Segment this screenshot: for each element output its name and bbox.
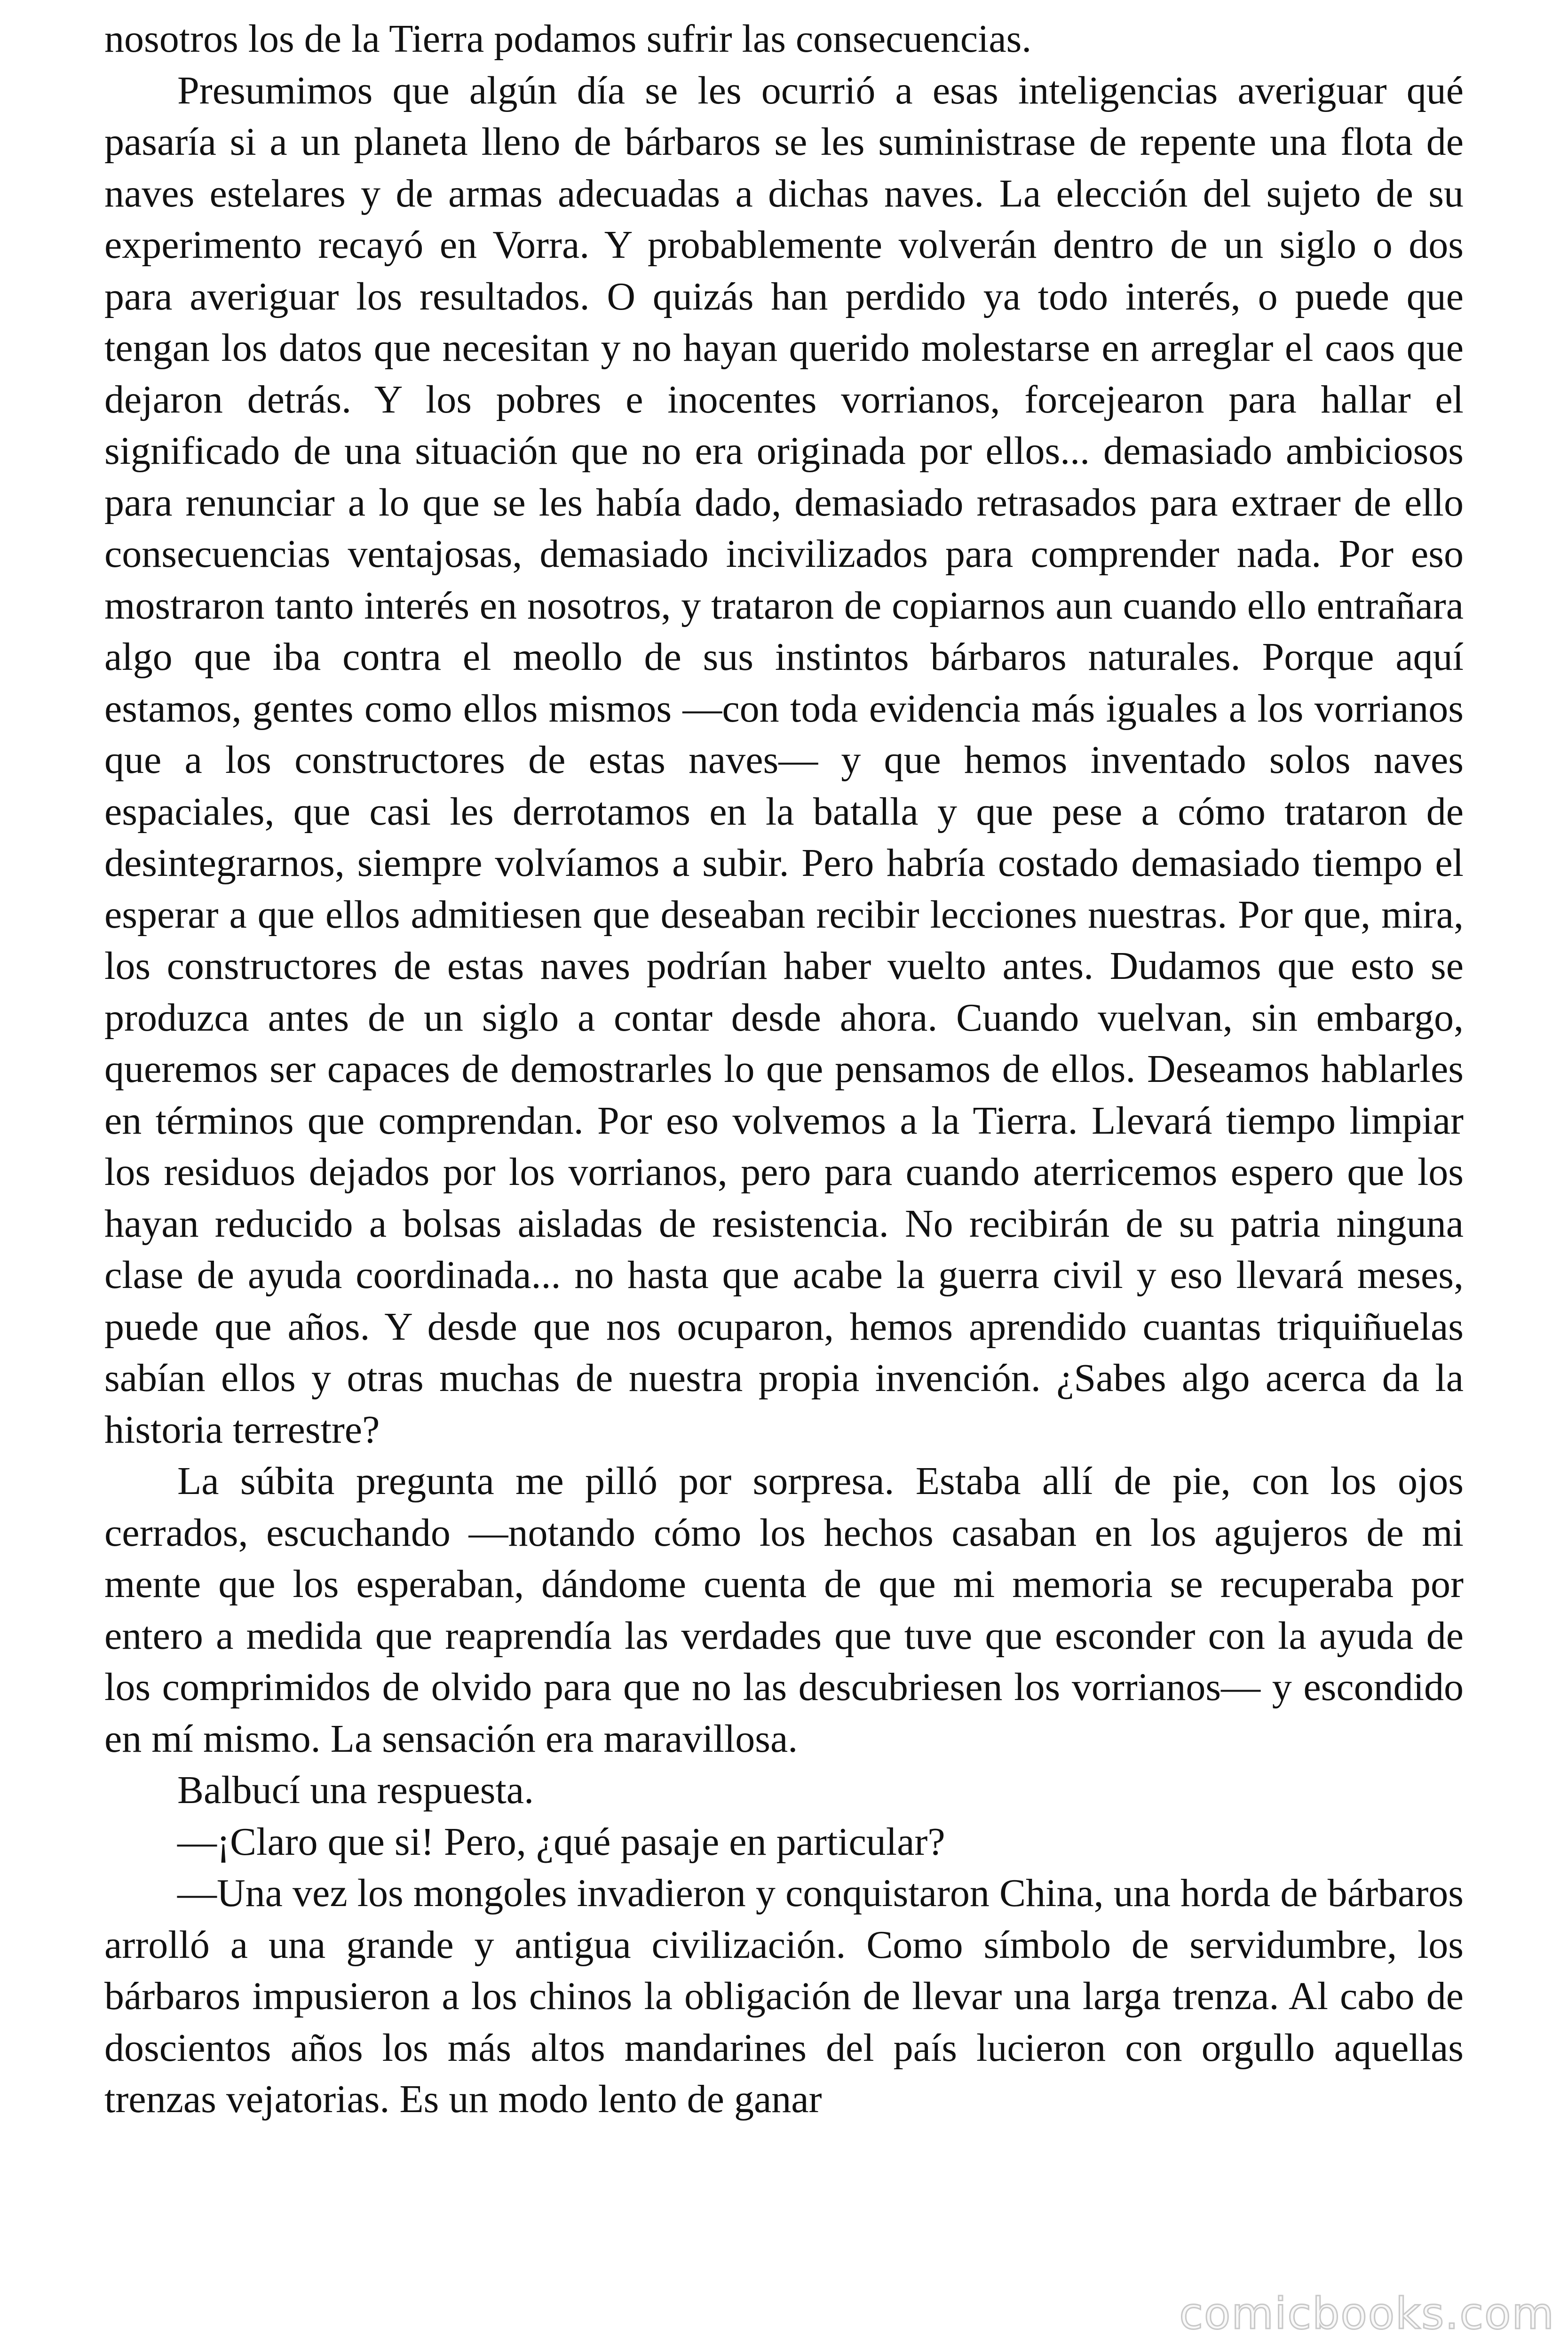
paragraph: La súbita pregunta me pilló por sorpresa. Estaba allí de pie, con los ojos cerrados, escuchando —notando cómo los hechos casaban en los agujeros de mi mente que los esperaban, dándome cuenta de que mi memoria se recuperaba por entero a medida que reaprendía las verdades que tuve que esconder con la ayuda de los comprimidos de olvido para que no las descubriesen los vorrianos— y escondido en mí mismo. La sensación era maravillosa. xyxy=(104,1459,1464,1761)
book-page-text xyxy=(104,13,1464,2125)
paragraph: —¡Claro que si! Pero, ¿qué pasaje en particular? xyxy=(177,1820,945,1864)
paragraph: nosotros los de la Tierra podamos sufrir las consecuencias. xyxy=(104,17,1032,61)
paragraph: Presumimos que algún día se les ocurrió a esas inteligencias averiguar qué pasaría si a un planeta lleno de bárbaros se les suministrase de repente una flota de naves estelares y de armas adecuadas a dichas naves. La elección del sujeto de su experimento recayó en Vorra. Y probablemente volverán dentro de un siglo o dos para averiguar los resultados. O quizás han perdido ya todo interés, o puede que tengan los datos que necesitan y no hayan querido molestarse en arreglar el caos que dejaron detrás. Y los pobres e inocentes vorrianos, forcejearon para hallar el significado de una situación que no era originada por ellos... demasiado ambiciosos para renunciar a lo que se les había dado, demasiado retrasados para extraer de ello consecuencias ventajosas, demasiado incivilizados para comprender nada. Por eso mostraron tanto interés en nosotros, y trataron de copiarnos aun cuando ello entrañara algo que iba contra el meollo de sus instintos bárbaros naturales. Porque aquí estamos, gentes como ellos mismos —con toda evidencia más iguales a los vorrianos que a los constructores de estas naves— y que hemos inventado solos naves espaciales, que casi les derrotamos en la batalla y que pese a cómo trataron de desintegrarnos, siempre volvíamos a subir. Pero habría costado demasiado tiempo el esperar a que ellos admitiesen que deseaban recibir lecciones nuestras. Por que, mira, los constructores de estas naves podrían haber vuelto antes. Dudamos que esto se produzca antes de un siglo a contar desde ahora. Cuando vuelvan, sin embargo, queremos ser capaces de demostrarles lo que pensamos de ellos. Deseamos hablarles en términos que comprendan. Por eso volvemos a la Tierra. Llevará tiempo limpiar los residuos dejados por los vorrianos, pero para cuando aterricemos espero que los hayan reducido a bolsas aisladas de resistencia. No recibirán de su patria ninguna clase de ayuda coordinada... no hasta que acabe la guerra civil y eso llevará meses, puede que años. Y desde que nos ocuparon, hemos aprendido cuantas triquiñuelas sabían ellos y otras muchas de nuestra propia invención. ¿Sabes algo acerca da la historia terrestre? xyxy=(104,68,1464,1452)
watermark: comicbooks.com xyxy=(1179,2288,1555,2339)
paragraph: Balbucí una respuesta. xyxy=(177,1768,534,1812)
paragraph: —Una vez los mongoles invadieron y conquistaron China, una horda de bárbaros arrolló a una grande y antigua civilización. Como símbolo de servidumbre, los bárbaros impusieron a los chinos la obligación de llevar una larga trenza. Al cabo de doscientos años los más altos mandarines del país lucieron con orgullo aquellas trenzas vejatorias. Es un modo lento de ganar xyxy=(104,1871,1464,2121)
